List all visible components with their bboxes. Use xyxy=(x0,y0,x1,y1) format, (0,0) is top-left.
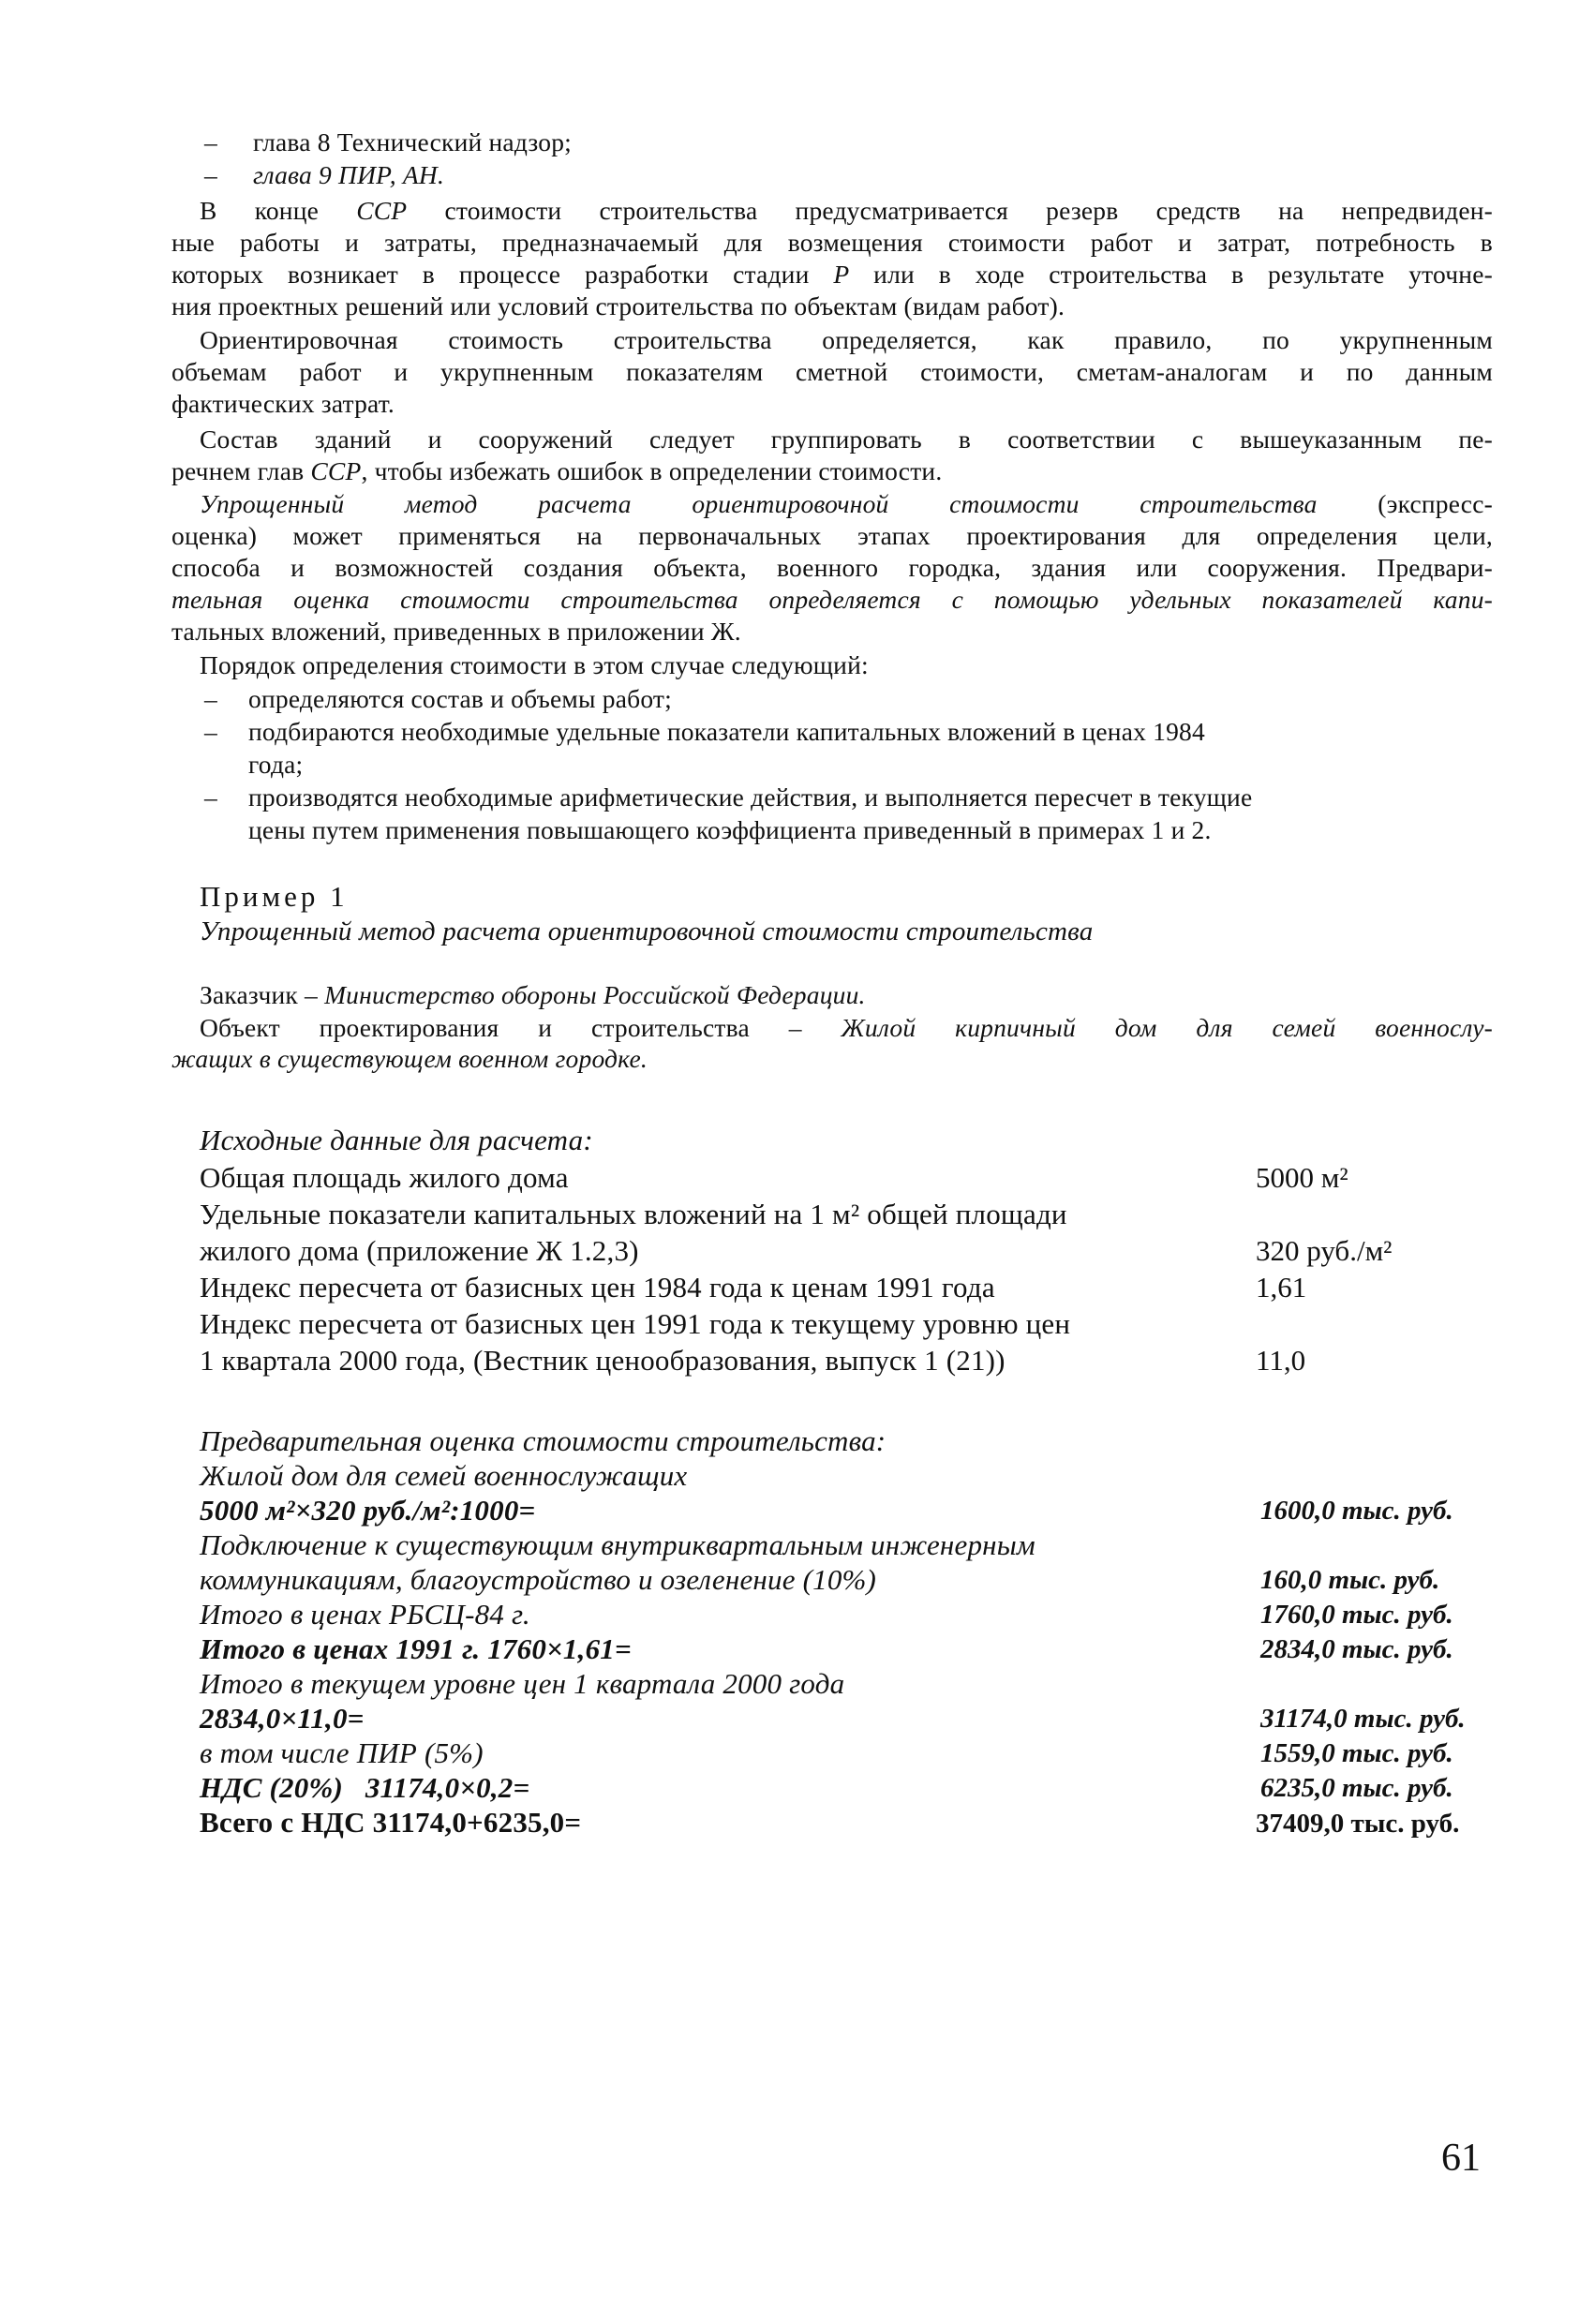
estimate-heading: Предварительная оценка стоимости строительства: xyxy=(200,1424,886,1457)
example-heading: Пример 1 xyxy=(200,880,349,913)
intro-list-item: глава 8 Технический надзор; xyxy=(253,127,573,156)
estimate-value: 2834,0 тыс. руб. xyxy=(1260,1634,1453,1664)
paragraph-line: ния проектных решений или условий строительства по объектам (видам работ). xyxy=(171,291,1065,320)
paragraph-line: способа и возможностей создания объекта, военного городка, здания или сооружения. Предвари- xyxy=(171,553,1493,582)
estimate-value: 31174,0 тыс. руб. xyxy=(1260,1704,1466,1734)
list-dash: – xyxy=(204,782,217,812)
source-data-label: Индекс пересчета от базисных цен 1991 года к текущему уровню цен xyxy=(200,1307,1071,1340)
estimate-label: Итого в ценах РБСЦ-84 г. xyxy=(200,1598,530,1631)
source-data-label: 1 квартала 2000 года, (Вестник ценообразования, выпуск 1 (21)) xyxy=(200,1344,1006,1377)
paragraph-line: Порядок определения стоимости в этом случае следующий: xyxy=(200,650,869,679)
step-item: определяются состав и объемы работ; xyxy=(248,684,672,713)
source-data-value: 11,0 xyxy=(1256,1344,1306,1377)
estimate-total-value: 37409,0 тыс. руб. xyxy=(1256,1809,1460,1839)
estimate-value: 1760,0 тыс. руб. xyxy=(1260,1600,1453,1630)
source-data-label: Индекс пересчета от базисных цен 1984 года к ценам 1991 года xyxy=(200,1271,995,1304)
paragraph-line: фактических затрат. xyxy=(171,389,395,418)
list-dash: – xyxy=(204,160,217,189)
estimate-value: 1559,0 тыс. руб. xyxy=(1260,1738,1453,1768)
page-number: 61 xyxy=(1441,2137,1481,2180)
paragraph-line: Ориентировочная стоимость строительства определяется, как правило, по укрупненным xyxy=(200,325,1493,354)
estimate-label: Итого в текущем уровне цен 1 квартала 2000 года xyxy=(200,1667,845,1700)
estimate-label: 5000 м²×320 руб./м²:1000= xyxy=(200,1494,536,1527)
source-data-value: 5000 м² xyxy=(1256,1161,1348,1194)
estimate-label: Итого в ценах 1991 г. 1760×1,61= xyxy=(200,1632,632,1665)
estimate-value: 6235,0 тыс. руб. xyxy=(1260,1773,1453,1803)
paragraph-line: В конце ССР стоимости строительства предусматривается резерв средств на непредвиден- xyxy=(200,196,1493,225)
source-data-value: 1,61 xyxy=(1256,1271,1307,1304)
estimate-value: 160,0 тыс. руб. xyxy=(1260,1565,1440,1595)
example-subtitle: Упрощенный метод расчета ориентировочной стоимости строительства xyxy=(200,916,1094,946)
list-dash: – xyxy=(204,127,217,156)
estimate-label: НДС (20%) 31174,0×0,2= xyxy=(200,1771,530,1804)
list-dash: – xyxy=(204,717,217,746)
object-line: Объект проектирования и строительства – Жилой кирпичный дом для семей военнослу- xyxy=(200,1013,1494,1042)
list-dash: – xyxy=(204,684,217,713)
paragraph-line: оценка) может применяться на первоначальных этапах проектирования для определения цели, xyxy=(171,521,1493,550)
paragraph-line: объемам работ и укрупненным показателям сметной стоимости, сметам-аналогам и по данным xyxy=(171,357,1493,386)
paragraph-line: речнем глав ССР, чтобы избежать ошибок в определении стоимости. xyxy=(171,456,943,485)
object-line: жащих в существующем военном городке. xyxy=(171,1044,648,1073)
paragraph-line: ные работы и затраты, предназначаемый для возмещения стоимости работ и затрат, потребность в xyxy=(171,228,1493,257)
source-data-label: жилого дома (приложение Ж 1.2,3) xyxy=(200,1234,639,1267)
paragraph-line: Упрощенный метод расчета ориентировочной стоимости строительства (экспресс- xyxy=(200,489,1493,518)
paragraph-line: Состав зданий и сооружений следует группировать в соответствии с вышеуказанным пе- xyxy=(200,425,1493,454)
estimate-label: в том числе ПИР (5%) xyxy=(200,1736,484,1769)
paragraph-line: тельная оценка стоимости строительства определяется с помощью удельных показателей капи- xyxy=(171,585,1493,614)
estimate-total-label: Всего с НДС 31174,0+6235,0= xyxy=(200,1806,582,1839)
source-data-value: 320 руб./м² xyxy=(1256,1234,1393,1267)
step-item: производятся необходимые арифметические действия, и выполняется пересчет в текущие xyxy=(248,782,1253,812)
source-data-label: Общая площадь жилого дома xyxy=(200,1161,569,1194)
estimate-label: 2834,0×11,0= xyxy=(200,1702,365,1735)
estimate-label: Подключение к существующим внутриквартальным инженерным xyxy=(200,1528,1035,1561)
source-data-heading: Исходные данные для расчета: xyxy=(200,1124,593,1156)
estimate-value: 1600,0 тыс. руб. xyxy=(1260,1496,1453,1526)
paragraph-line: тальных вложений, приведенных в приложении Ж. xyxy=(171,617,741,646)
paragraph-line: которых возникает в процессе разработки стадии Р или в ходе строительства в результате уточне- xyxy=(171,260,1493,289)
customer-line: Заказчик – Министерство обороны Российской Федерации. xyxy=(200,980,866,1009)
step-item-continuation: года; xyxy=(248,750,304,779)
step-item: подбираются необходимые удельные показатели капитальных вложений в ценах 1984 xyxy=(248,717,1205,746)
intro-list-item: глава 9 ПИР, АН. xyxy=(253,160,445,189)
source-data-label: Удельные показатели капитальных вложений на 1 м² общей площади xyxy=(200,1198,1067,1230)
estimate-label: Жилой дом для семей военнослужащих xyxy=(200,1459,688,1492)
estimate-label: коммуникациям, благоустройство и озеленение (10%) xyxy=(200,1563,877,1596)
step-item-continuation: цены путем применения повышающего коэффициента приведенный в примерах 1 и 2. xyxy=(248,815,1212,844)
